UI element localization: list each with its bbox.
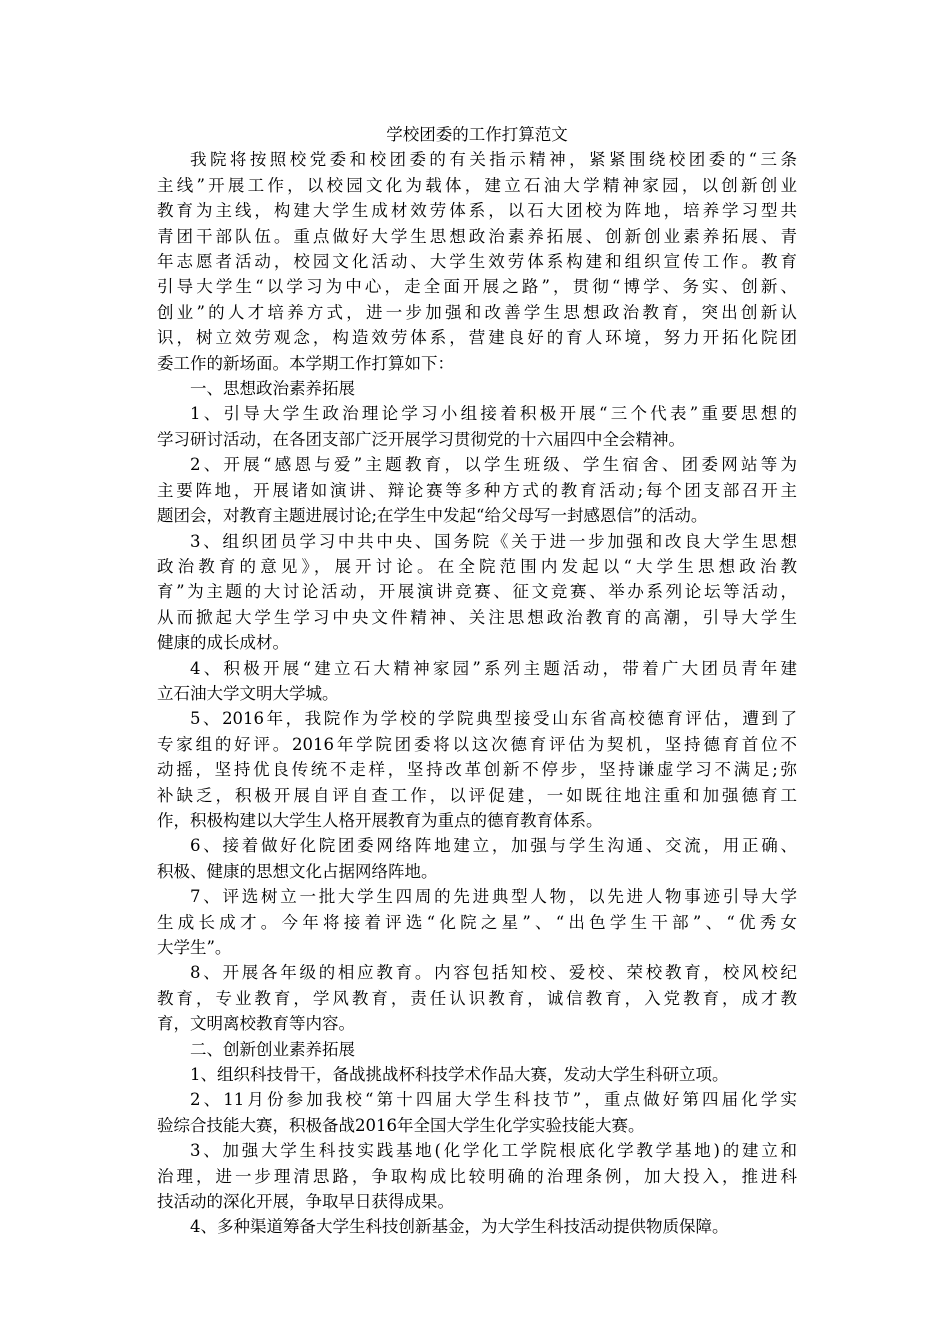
paragraph-line: 立石油大学文明大学城。 bbox=[157, 683, 339, 703]
paragraph-line: 育”为主题的大讨论活动，开展演讲竞赛、征文竞赛、举办系列论坛等活动， bbox=[157, 582, 797, 602]
paragraph-line: 题团会，对教育主题进展讨论;在学生中发起“给父母写一封感恩信”的活动。 bbox=[157, 506, 708, 526]
paragraph-line: 识，树立效劳观念，构造效劳体系，营建良好的育人环境，努力开拓化院团 bbox=[157, 328, 797, 348]
paragraph-line: 4、积极开展“建立石大精神家园”系列主题活动，带着广大团员青年建 bbox=[190, 658, 797, 678]
paragraph bbox=[157, 452, 797, 528]
paragraph-line: 积极、健康的思想文化占据网络阵地。 bbox=[157, 861, 438, 881]
paragraph-line: 动摇，坚持优良传统不走样，坚持改革创新不停步，坚持谦虚学习不满足;弥 bbox=[157, 760, 797, 780]
paragraph-line: 验综合技能大赛，积极备战2016年全国大学生化学实验技能大赛。 bbox=[157, 1115, 645, 1135]
paragraph-line: 作，积极构建以大学生人格开展教育为重点的德育教育体系。 bbox=[157, 810, 603, 830]
paragraph bbox=[157, 884, 797, 960]
paragraph bbox=[157, 401, 797, 452]
paragraph bbox=[157, 1087, 797, 1138]
paragraph-line: 4、多种渠道筹备大学生科技创新基金，为大学生科技活动提供物质保障。 bbox=[190, 1217, 729, 1237]
paragraph-line: 政治教育的意见》，展开讨论。在全院范围内发起以“大学生思想政治教 bbox=[157, 556, 797, 576]
paragraph-line: 委工作的新场面。本学期工作打算如下： bbox=[157, 353, 454, 373]
paragraph-line: 一、思想政治素养拓展 bbox=[190, 379, 355, 399]
paragraph-line: 引导大学生“以学习为中心，走全面开展之路”，贯彻“博学、务实、创新、 bbox=[157, 277, 797, 297]
paragraph-line: 3、加强大学生科技实践基地(化学化工学院根底化学教学基地)的建立和 bbox=[190, 1141, 797, 1161]
paragraph-line: 5、2016年，我院作为学校的学院典型接受山东省高校德育评估，遭到了 bbox=[190, 709, 797, 729]
paragraph-line: 创业”的人才培养方式，进一步加强和改善学生思想政治教育，突出创新认 bbox=[157, 302, 797, 322]
paragraph-line: 7、评选树立一批大学生四周的先进典型人物，以先进人物事迹引导大学 bbox=[190, 887, 797, 907]
paragraph-line: 治理，进一步理清思路，争取构成比较明确的治理条例，加大投入，推进科 bbox=[157, 1166, 797, 1186]
paragraph-line: 教育，专业教育，学风教育，责任认识教育，诚信教育，入党教育，成才教 bbox=[157, 988, 797, 1008]
document-body bbox=[157, 147, 797, 1239]
paragraph-line: 主要阵地，开展诸如演讲、辩论赛等多种方式的教育活动;每个团支部召开主 bbox=[157, 480, 797, 500]
paragraph bbox=[157, 1214, 797, 1239]
document-page bbox=[157, 122, 797, 1240]
paragraph-line: 育，文明离校教育等内容。 bbox=[157, 1014, 355, 1034]
paragraph bbox=[157, 529, 797, 656]
paragraph-line: 技活动的深化开展，争取早日获得成果。 bbox=[157, 1192, 454, 1212]
paragraph-line: 主线”开展工作，以校园文化为载体，建立石油大学精神家园，以创新创业 bbox=[157, 175, 797, 195]
paragraph-line: 1、引导大学生政治理论学习小组接着积极开展“三个代表”重要思想的 bbox=[190, 404, 797, 424]
paragraph-line: 8、开展各年级的相应教育。内容包括知校、爱校、荣校教育，校风校纪 bbox=[190, 963, 797, 983]
paragraph-line: 3、组织团员学习中共中央、国务院《关于进一步加强和改良大学生思想 bbox=[190, 531, 797, 551]
paragraph-line: 大学生”。 bbox=[157, 938, 232, 957]
paragraph-line: 补缺乏，积极开展自评自查工作，以评促建，一如既往地注重和加强德育工 bbox=[157, 785, 797, 805]
paragraph-line: 2、11月份参加我校“第十四届大学生科技节”，重点做好第四届化学实 bbox=[190, 1090, 797, 1110]
paragraph bbox=[157, 960, 797, 1036]
paragraph bbox=[157, 706, 797, 833]
paragraph-line: 专家组的好评。2016年学院团委将以这次德育评估为契机，坚持德育首位不 bbox=[157, 734, 797, 754]
paragraph-line: 1、组织科技骨干，备战挑战杯科技学术作品大赛，发动大学生科研立项。 bbox=[190, 1065, 729, 1085]
paragraph bbox=[157, 376, 797, 401]
paragraph-line: 青团干部队伍。重点做好大学生思想政治素养拓展、创新创业素养拓展、青 bbox=[157, 226, 797, 246]
paragraph-line: 我院将按照校党委和校团委的有关指示精神，紧紧围绕校团委的“三条 bbox=[190, 150, 797, 170]
paragraph-line: 6、接着做好化院团委网络阵地建立，加强与学生沟通、交流，用正确、 bbox=[190, 836, 797, 856]
paragraph-line: 健康的成长成材。 bbox=[157, 633, 289, 653]
paragraph-line: 生成长成才。今年将接着评选“化院之星”、“出色学生干部”、“优秀女 bbox=[157, 912, 797, 932]
paragraph bbox=[157, 1138, 797, 1214]
paragraph bbox=[157, 1062, 797, 1087]
paragraph bbox=[157, 833, 797, 884]
paragraph bbox=[157, 147, 797, 376]
paragraph bbox=[157, 1037, 797, 1062]
paragraph-line: 2、开展“感恩与爱”主题教育，以学生班级、学生宿舍、团委网站等为 bbox=[190, 455, 797, 475]
paragraph bbox=[157, 656, 797, 707]
paragraph-line: 从而掀起大学生学习中央文件精神、关注思想政治教育的高潮，引导大学生 bbox=[157, 607, 797, 627]
paragraph-line: 二、创新创业素养拓展 bbox=[190, 1039, 355, 1059]
paragraph-line: 教育为主线，构建大学生成材效劳体系，以石大团校为阵地，培养学习型共 bbox=[157, 201, 797, 221]
paragraph-line: 年志愿者活动，校园文化活动、大学生效劳体系构建和组织宣传工作。教育 bbox=[157, 252, 797, 272]
paragraph-line: 学习研讨活动，在各团支部广泛开展学习贯彻党的十六届四中全会精神。 bbox=[157, 429, 685, 449]
document-title: 学校团委的工作打算范文 bbox=[386, 125, 568, 144]
